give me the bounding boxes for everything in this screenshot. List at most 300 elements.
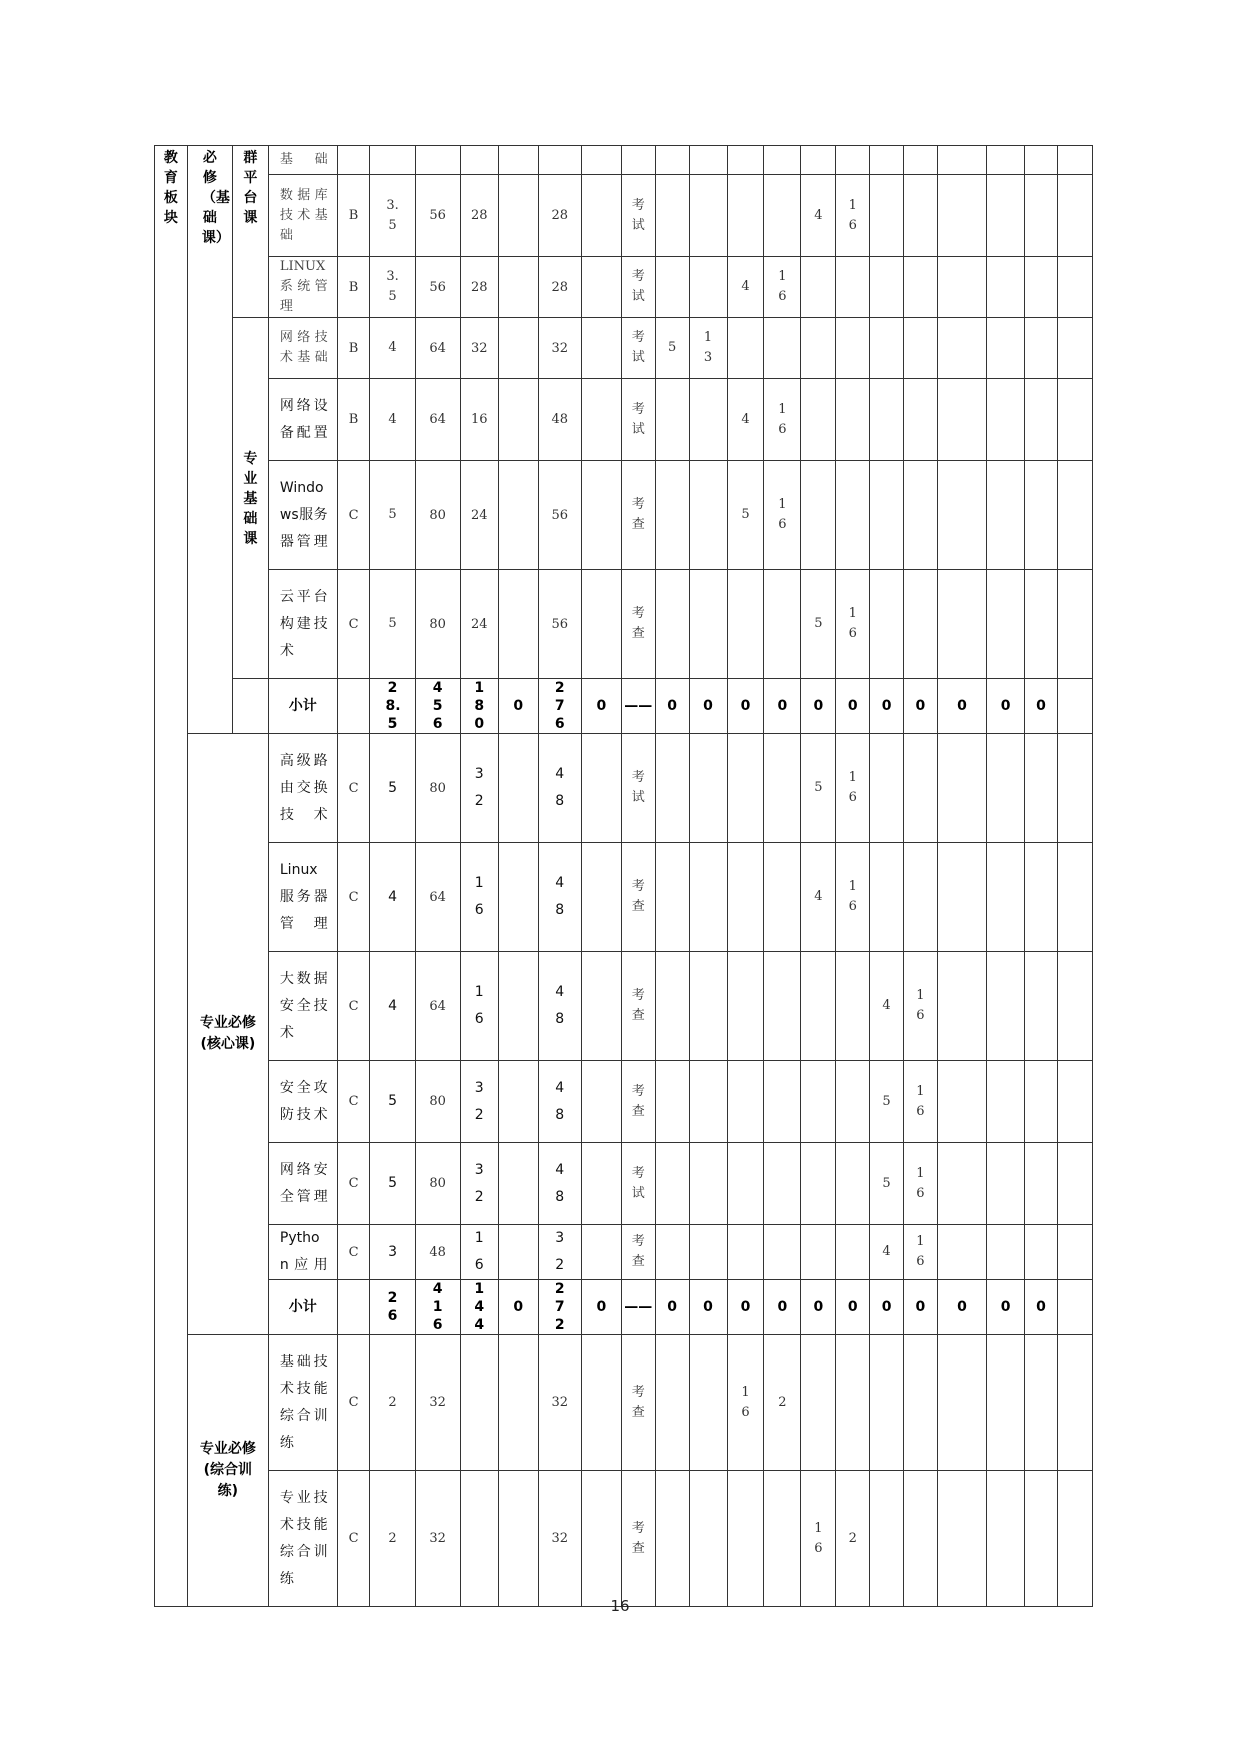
semester-cell-5 bbox=[801, 318, 836, 379]
semester-cell-8 bbox=[904, 146, 938, 175]
total-value: 80 bbox=[429, 507, 446, 523]
semester-cell-6 bbox=[836, 1280, 870, 1335]
semester-cell-12 bbox=[1057, 952, 1092, 1061]
theory-value: 16 bbox=[470, 412, 488, 427]
semester-cell-11 bbox=[1025, 679, 1058, 734]
cell-theory bbox=[460, 843, 498, 952]
semester-cell-3 bbox=[727, 175, 764, 257]
course-name: 数据库技术基础 bbox=[279, 187, 328, 243]
course-name: Python应用 bbox=[279, 1230, 328, 1273]
semester-cell-5 bbox=[801, 734, 836, 843]
semester-cell-10 bbox=[987, 146, 1025, 175]
semester-cell-4 bbox=[764, 1143, 801, 1225]
semester-cell-6 bbox=[836, 570, 870, 679]
semester-cell-10 bbox=[987, 1225, 1025, 1280]
cell-c4 bbox=[498, 679, 538, 734]
semester-cell-3 bbox=[727, 1335, 764, 1471]
course-name: 网络技术基础 bbox=[279, 330, 328, 365]
semester-cell-5 bbox=[801, 1280, 836, 1335]
semester-value: 5 bbox=[882, 1093, 891, 1109]
semester-cell-4 bbox=[764, 1471, 801, 1607]
cell-theory bbox=[460, 1335, 498, 1471]
table-row bbox=[155, 1225, 1093, 1280]
exam-value: 考试 bbox=[631, 197, 645, 233]
semester-cell-12 bbox=[1057, 1335, 1092, 1471]
cell-practice bbox=[538, 734, 581, 843]
total-value: 80 bbox=[429, 780, 446, 796]
c6-value: 0 bbox=[596, 698, 607, 714]
credit-value: 26 bbox=[387, 1290, 398, 1324]
cell-exam bbox=[621, 1280, 655, 1335]
semester-cell-8 bbox=[904, 952, 938, 1061]
core-label: 专业必修(核心课) bbox=[199, 1015, 256, 1052]
cell-c6 bbox=[581, 175, 621, 257]
semester-cell-1 bbox=[655, 1335, 689, 1471]
semester-cell-2 bbox=[689, 1280, 727, 1335]
semester-cell-6 bbox=[836, 318, 870, 379]
cell-credit bbox=[370, 952, 415, 1061]
total-value: 80 bbox=[429, 1094, 446, 1109]
semester-cell-1 bbox=[655, 1143, 689, 1225]
semester-cell-10 bbox=[987, 679, 1025, 734]
semester-cell-7 bbox=[870, 318, 904, 379]
semester-cell-1 bbox=[655, 570, 689, 679]
type-value: C bbox=[348, 1395, 359, 1410]
cell-c4 bbox=[498, 318, 538, 379]
credit-value: 2 bbox=[388, 1394, 397, 1410]
semester-cell-7 bbox=[870, 570, 904, 679]
semester-value: 4 bbox=[741, 279, 750, 294]
cell-type bbox=[337, 257, 370, 318]
cell-c6 bbox=[581, 1143, 621, 1225]
cell-total bbox=[415, 1143, 460, 1225]
total-value: 56 bbox=[429, 208, 446, 223]
total-value: 32 bbox=[429, 1395, 446, 1410]
table-row bbox=[155, 379, 1093, 461]
cell-c4 bbox=[498, 175, 538, 257]
credit-value: 4 bbox=[388, 997, 397, 1014]
cell-total bbox=[415, 1225, 460, 1280]
semester-cell-2 bbox=[689, 570, 727, 679]
curriculum-table bbox=[154, 145, 1093, 1607]
semester-cell-2 bbox=[689, 146, 727, 175]
cell-c6 bbox=[581, 570, 621, 679]
semester-value: 16 bbox=[778, 269, 787, 304]
subtotal-label: 小计 bbox=[288, 1299, 317, 1315]
semester-cell-1 bbox=[655, 257, 689, 318]
semester-cell-6 bbox=[836, 679, 870, 734]
semester-cell-5 bbox=[801, 1225, 836, 1280]
cell-c6 bbox=[581, 1471, 621, 1607]
cell-practice bbox=[538, 1061, 581, 1143]
semester-cell-8 bbox=[904, 461, 938, 570]
semester-cell-10 bbox=[987, 843, 1025, 952]
semester-cell-1 bbox=[655, 1471, 689, 1607]
cell-exam bbox=[621, 570, 655, 679]
semester-cell-9 bbox=[937, 1335, 986, 1471]
semester-value: 4 bbox=[814, 207, 823, 223]
semester-cell-7 bbox=[870, 952, 904, 1061]
course-name: Linux服务器管理 bbox=[279, 861, 328, 932]
type-value: B bbox=[348, 340, 359, 356]
semester-cell-9 bbox=[937, 146, 986, 175]
course-name: Windows服务器管理 bbox=[279, 479, 328, 550]
semester-cell-10 bbox=[987, 952, 1025, 1061]
semester-cell-4 bbox=[764, 318, 801, 379]
semester-cell-12 bbox=[1057, 679, 1092, 734]
semester-value: 4 bbox=[814, 889, 823, 904]
theory-value: 28 bbox=[470, 279, 488, 295]
semester-cell-6 bbox=[836, 1143, 870, 1225]
practice-value: 32 bbox=[551, 1531, 569, 1546]
cell-total bbox=[415, 1061, 460, 1143]
table-body bbox=[155, 146, 1093, 1607]
cell-total bbox=[415, 379, 460, 461]
type-value: C bbox=[348, 889, 359, 905]
credit-value: 5 bbox=[388, 1175, 397, 1191]
semester-cell-8 bbox=[904, 1280, 938, 1335]
c6-value: 0 bbox=[596, 1299, 607, 1315]
semester-value: 4 bbox=[882, 1244, 891, 1259]
cell-theory bbox=[460, 318, 498, 379]
practice-value: 48 bbox=[555, 984, 565, 1027]
course-name: 网络设备配置 bbox=[279, 397, 328, 441]
semester-cell-11 bbox=[1025, 1280, 1058, 1335]
semester-cell-6 bbox=[836, 843, 870, 952]
semester-cell-11 bbox=[1025, 257, 1058, 318]
semester-value: 16 bbox=[741, 1384, 750, 1420]
practice-value: 32 bbox=[551, 340, 569, 356]
semester-cell-3 bbox=[727, 318, 764, 379]
course-name-cell bbox=[268, 379, 337, 461]
semester-value: 0 bbox=[957, 1299, 967, 1315]
c4-value: 0 bbox=[513, 1299, 524, 1315]
exam-value: 考查 bbox=[631, 606, 645, 641]
course-name-cell bbox=[268, 146, 337, 175]
cell-c4 bbox=[498, 734, 538, 843]
cell-type bbox=[337, 1471, 370, 1607]
semester-cell-10 bbox=[987, 379, 1025, 461]
semester-value: 13 bbox=[703, 330, 713, 365]
semester-cell-11 bbox=[1025, 843, 1058, 952]
semester-cell-12 bbox=[1057, 1280, 1092, 1335]
semester-cell-9 bbox=[937, 843, 986, 952]
credit-value: 5 bbox=[388, 507, 397, 522]
cell-type bbox=[337, 146, 370, 175]
course-name-cell bbox=[268, 257, 337, 318]
cell-practice bbox=[538, 1471, 581, 1607]
semester-cell-5 bbox=[801, 257, 836, 318]
semester-cell-10 bbox=[987, 570, 1025, 679]
semester-cell-3 bbox=[727, 843, 764, 952]
semester-cell-4 bbox=[764, 257, 801, 318]
semester-value: 16 bbox=[848, 770, 857, 805]
semester-cell-3 bbox=[727, 257, 764, 318]
cell-credit bbox=[370, 734, 415, 843]
table-row bbox=[155, 146, 1093, 175]
semester-cell-5 bbox=[801, 1471, 836, 1607]
credit-value: 2 bbox=[388, 1530, 397, 1546]
semester-value: 0 bbox=[667, 1299, 677, 1315]
cell-theory bbox=[460, 461, 498, 570]
cell-total bbox=[415, 1471, 460, 1607]
practice-value: 48 bbox=[555, 875, 565, 918]
cell-c6 bbox=[581, 318, 621, 379]
cell-type bbox=[337, 734, 370, 843]
cell-practice bbox=[538, 175, 581, 257]
cell-total bbox=[415, 318, 460, 379]
semester-cell-1 bbox=[655, 379, 689, 461]
practice-value: 32 bbox=[551, 1395, 569, 1410]
cell-practice bbox=[538, 843, 581, 952]
cell-c6 bbox=[581, 146, 621, 175]
practice-value: 28 bbox=[551, 208, 569, 223]
course-name: 大数据安全技术 bbox=[279, 970, 328, 1041]
total-value: 80 bbox=[429, 1176, 446, 1191]
semester-value: 4 bbox=[741, 411, 750, 427]
semester-cell-11 bbox=[1025, 1335, 1058, 1471]
cell-practice bbox=[538, 1335, 581, 1471]
exam-value: 考查 bbox=[631, 1384, 645, 1420]
semester-value: 0 bbox=[813, 1299, 824, 1315]
course-name: 网络安全管理 bbox=[279, 1161, 328, 1205]
credit-value: 5 bbox=[388, 1093, 397, 1109]
course-name-cell bbox=[268, 318, 337, 379]
total-value: 56 bbox=[429, 279, 446, 295]
semester-cell-7 bbox=[870, 1061, 904, 1143]
empty-cell bbox=[232, 679, 268, 734]
exam-value: 考试 bbox=[631, 770, 645, 805]
required-basic-group-cell bbox=[187, 146, 232, 734]
type-value: B bbox=[348, 412, 359, 427]
semester-cell-11 bbox=[1025, 1471, 1058, 1607]
semester-cell-4 bbox=[764, 679, 801, 734]
theory-value: 24 bbox=[470, 616, 488, 632]
semester-cell-10 bbox=[987, 461, 1025, 570]
subtotal-label: 小计 bbox=[288, 698, 317, 714]
semester-value: 0 bbox=[667, 698, 677, 714]
module-group-cell bbox=[155, 146, 188, 1607]
semester-cell-10 bbox=[987, 734, 1025, 843]
exam-value: 考查 bbox=[631, 1234, 645, 1269]
semester-cell-4 bbox=[764, 1280, 801, 1335]
practice-value: 276 bbox=[554, 680, 565, 732]
semester-cell-6 bbox=[836, 461, 870, 570]
semester-cell-7 bbox=[870, 843, 904, 952]
semester-cell-7 bbox=[870, 175, 904, 257]
semester-cell-7 bbox=[870, 1225, 904, 1280]
course-name-cell bbox=[268, 570, 337, 679]
semester-cell-6 bbox=[836, 1335, 870, 1471]
required-basic-label: 必修（基础课） bbox=[201, 150, 230, 246]
semester-cell-3 bbox=[727, 1225, 764, 1280]
course-name-cell bbox=[268, 1061, 337, 1143]
cell-c4 bbox=[498, 843, 538, 952]
semester-cell-5 bbox=[801, 461, 836, 570]
cell-c4 bbox=[498, 1143, 538, 1225]
semester-cell-10 bbox=[987, 1471, 1025, 1607]
semester-value: 0 bbox=[703, 1299, 713, 1315]
semester-cell-2 bbox=[689, 379, 727, 461]
theory-value: 28 bbox=[470, 208, 488, 223]
semester-cell-1 bbox=[655, 461, 689, 570]
page-number: 16 bbox=[610, 1597, 630, 1615]
total-value: 48 bbox=[429, 1244, 446, 1260]
cell-type bbox=[337, 1061, 370, 1143]
semester-value: 0 bbox=[957, 698, 967, 714]
semester-cell-9 bbox=[937, 679, 986, 734]
theory-value: 144 bbox=[474, 1281, 485, 1333]
cell-practice bbox=[538, 1225, 581, 1280]
semester-cell-5 bbox=[801, 843, 836, 952]
semester-cell-4 bbox=[764, 843, 801, 952]
table-row bbox=[155, 257, 1093, 318]
cell-c4 bbox=[498, 1280, 538, 1335]
cell-credit bbox=[370, 175, 415, 257]
semester-cell-4 bbox=[764, 952, 801, 1061]
cell-c4 bbox=[498, 1061, 538, 1143]
semester-value: 0 bbox=[740, 698, 751, 714]
semester-cell-1 bbox=[655, 679, 689, 734]
exam-value: 考试 bbox=[631, 269, 645, 304]
total-value: 32 bbox=[429, 1531, 446, 1546]
course-name-cell bbox=[268, 1471, 337, 1607]
cell-credit bbox=[370, 1280, 415, 1335]
table-row bbox=[155, 318, 1093, 379]
semester-value: 5 bbox=[814, 616, 823, 631]
cell-practice bbox=[538, 1143, 581, 1225]
semester-cell-1 bbox=[655, 952, 689, 1061]
credit-value: 4 bbox=[388, 340, 397, 355]
course-name: 基础 bbox=[279, 152, 328, 167]
course-name-cell bbox=[268, 734, 337, 843]
credit-value: 3.5 bbox=[386, 269, 399, 304]
semester-cell-9 bbox=[937, 257, 986, 318]
semester-value: 5 bbox=[882, 1175, 891, 1191]
semester-cell-9 bbox=[937, 1225, 986, 1280]
cell-exam bbox=[621, 379, 655, 461]
cell-c6 bbox=[581, 257, 621, 318]
semester-cell-7 bbox=[870, 1471, 904, 1607]
total-value: 456 bbox=[432, 680, 443, 732]
semester-value: 0 bbox=[1000, 1299, 1011, 1315]
module-label: 教育板块 bbox=[163, 150, 178, 226]
semester-value: 0 bbox=[847, 698, 858, 714]
semester-value: 0 bbox=[777, 1299, 788, 1315]
semester-cell-6 bbox=[836, 1061, 870, 1143]
cell-total bbox=[415, 257, 460, 318]
semester-cell-8 bbox=[904, 1143, 938, 1225]
semester-cell-3 bbox=[727, 1143, 764, 1225]
semester-value: 0 bbox=[915, 1299, 926, 1315]
semester-cell-2 bbox=[689, 1335, 727, 1471]
semester-cell-4 bbox=[764, 570, 801, 679]
semester-cell-4 bbox=[764, 175, 801, 257]
semester-cell-10 bbox=[987, 257, 1025, 318]
theory-value: 32 bbox=[474, 766, 484, 809]
semester-value: 16 bbox=[916, 988, 925, 1023]
semester-cell-5 bbox=[801, 146, 836, 175]
credit-value: 5 bbox=[388, 779, 397, 796]
semester-cell-11 bbox=[1025, 952, 1058, 1061]
semester-cell-7 bbox=[870, 734, 904, 843]
training-group-cell bbox=[187, 1335, 268, 1607]
cell-practice bbox=[538, 461, 581, 570]
cell-c6 bbox=[581, 679, 621, 734]
semester-cell-9 bbox=[937, 379, 986, 461]
type-value: C bbox=[348, 1176, 359, 1191]
cell-practice bbox=[538, 570, 581, 679]
cell-exam bbox=[621, 1335, 655, 1471]
cell-c6 bbox=[581, 461, 621, 570]
semester-cell-2 bbox=[689, 679, 727, 734]
semester-cell-3 bbox=[727, 1471, 764, 1607]
type-value: C bbox=[348, 507, 359, 523]
exam-value: —— bbox=[624, 1299, 653, 1315]
semester-cell-3 bbox=[727, 1280, 764, 1335]
semester-cell-9 bbox=[937, 1280, 986, 1335]
semester-cell-6 bbox=[836, 257, 870, 318]
exam-value: 考试 bbox=[631, 401, 645, 437]
table-row bbox=[155, 679, 1093, 734]
course-name: 高级路由交换技术 bbox=[279, 752, 328, 823]
cell-total bbox=[415, 1280, 460, 1335]
theory-value: 32 bbox=[470, 340, 488, 356]
cell-credit bbox=[370, 679, 415, 734]
type-value: C bbox=[348, 780, 359, 796]
semester-cell-11 bbox=[1025, 318, 1058, 379]
total-value: 64 bbox=[429, 340, 446, 356]
cell-total bbox=[415, 1335, 460, 1471]
semester-cell-2 bbox=[689, 1143, 727, 1225]
cell-type bbox=[337, 843, 370, 952]
total-value: 64 bbox=[429, 412, 446, 427]
credit-value: 3.5 bbox=[386, 197, 399, 233]
semester-cell-3 bbox=[727, 1061, 764, 1143]
semester-cell-8 bbox=[904, 1335, 938, 1471]
cell-total bbox=[415, 461, 460, 570]
cell-credit bbox=[370, 843, 415, 952]
cell-practice bbox=[538, 952, 581, 1061]
semester-cell-9 bbox=[937, 318, 986, 379]
cell-type bbox=[337, 952, 370, 1061]
exam-value: 考查 bbox=[631, 988, 645, 1023]
semester-cell-12 bbox=[1057, 1061, 1092, 1143]
semester-value: 0 bbox=[1036, 1299, 1046, 1315]
semester-cell-3 bbox=[727, 734, 764, 843]
cell-c6 bbox=[581, 952, 621, 1061]
table-row bbox=[155, 1280, 1093, 1335]
cell-practice bbox=[538, 679, 581, 734]
course-name-cell bbox=[268, 843, 337, 952]
credit-value: 3 bbox=[388, 1243, 397, 1260]
semester-cell-4 bbox=[764, 1225, 801, 1280]
semester-value: 0 bbox=[881, 1299, 892, 1315]
cell-exam bbox=[621, 1143, 655, 1225]
semester-value: 0 bbox=[915, 698, 926, 714]
subtotal-label-cell bbox=[268, 1280, 337, 1335]
course-name: 专业技术技能综合训练 bbox=[279, 1489, 328, 1587]
credit-value: 28.5 bbox=[385, 680, 401, 732]
cell-credit bbox=[370, 1335, 415, 1471]
cell-theory bbox=[460, 175, 498, 257]
semester-value: 16 bbox=[848, 606, 857, 641]
cell-type bbox=[337, 1280, 370, 1335]
semester-cell-6 bbox=[836, 952, 870, 1061]
semester-value: 4 bbox=[882, 998, 891, 1013]
semester-cell-10 bbox=[987, 175, 1025, 257]
semester-cell-10 bbox=[987, 1335, 1025, 1471]
